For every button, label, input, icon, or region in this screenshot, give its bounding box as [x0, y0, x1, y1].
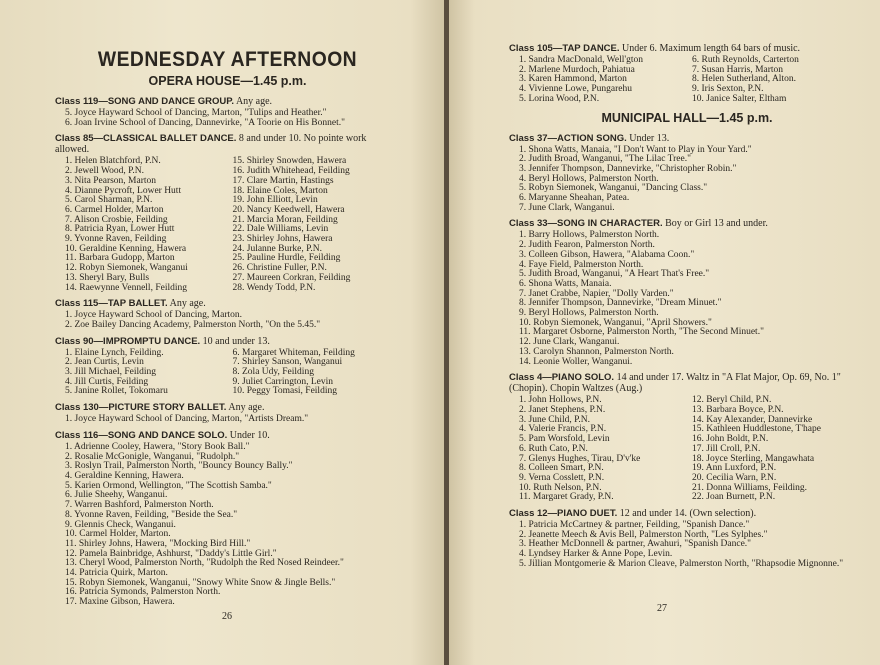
- entry-row: 2. Janet Stephens, P.N.: [519, 404, 606, 415]
- entry-row: 3. Jill Michael, Feilding: [65, 367, 157, 378]
- entry-row: 15. Shirley Snowden, Hawera: [232, 156, 347, 167]
- entry-list: [65, 109, 400, 128]
- class-condition: Any age.: [228, 402, 265, 414]
- entry-row: 4. Valerie Francis, P.N.: [519, 424, 607, 435]
- entry-row: 3. Roslyn Trail, Palmerston North, "Bouncy Bouncy Bally.": [65, 461, 293, 472]
- entry-column: [233, 157, 401, 293]
- entry-row: 2. Jewell Wood, P.N.: [65, 166, 145, 177]
- entry-row: 2. Jeanette Meech & Avis Bell, Palmerston North, "Les Sylphes.": [519, 529, 768, 540]
- entry-row: 1. Shona Watts, Manaia, "I Don't Want to Play in Your Yard.": [519, 144, 752, 155]
- entry-row: 1. Adrienne Cooley, Hawera, "Story Book Ball.": [65, 441, 250, 452]
- entry-row: 16. Judith Whitehead, Feilding: [232, 166, 350, 177]
- entry-row: 7. June Clark, Wanganui.: [519, 202, 615, 213]
- entry-row: 3. Nita Pearson, Marton: [65, 175, 157, 186]
- class-block: [55, 336, 400, 347]
- right-class-list: [509, 133, 865, 570]
- entry-columns: [65, 157, 400, 293]
- class-heading: Class 12—PIANO DUET.: [509, 508, 618, 520]
- entry-row: 14. Raewynne Vennell, Feilding: [65, 282, 187, 293]
- entry-row: 4. Beryl Hollows, Palmerston North.: [519, 173, 659, 184]
- class-heading: Class 90—IMPROMPTU DANCE.: [55, 335, 201, 347]
- entry-row: 5. Karien Ormond, Wellington, "The Scottish Samba.": [65, 480, 272, 491]
- left-page-content: [55, 38, 400, 608]
- entry-row: 12. Beryl Child, P.N.: [692, 395, 772, 406]
- entry-row: 12. June Clark, Wanganui.: [519, 337, 620, 348]
- venue-heading: MUNICIPAL HALL—1.45 p.m.: [601, 110, 773, 125]
- entry-column: [65, 157, 233, 293]
- class-heading: Class 33—SONG IN CHARACTER.: [509, 218, 663, 230]
- entry-row: 6. Joan Irvine School of Dancing, Dannevirke, "A Toorie on His Bonnet.": [65, 117, 345, 128]
- entry-row: 22. Joan Burnett, P.N.: [692, 492, 776, 503]
- entry-row: 1. Joyce Hayward School of Dancing, Marton.: [65, 310, 243, 321]
- page-number: 26: [222, 611, 232, 622]
- entry-row: 28. Wendy Todd, P.N.: [232, 282, 316, 293]
- entry-row: 9. Yvonne Raven, Feilding: [65, 234, 167, 245]
- entry-columns: [65, 349, 400, 398]
- class-condition: 8 and under 10. No pointe work allowed.: [55, 133, 367, 156]
- entry-row: 5. Judith Broad, Wanganui, "A Heart That's Free.": [519, 269, 710, 280]
- class-block: [509, 133, 865, 144]
- entry-row: 5. Janine Rollet, Tokomaru: [65, 386, 168, 397]
- class-block: [509, 508, 865, 519]
- entry-row: 6. Ruth Cato, P.N.: [519, 443, 588, 454]
- entry-row: 3. Colleen Gibson, Hawera, "Alabama Coon.": [519, 249, 695, 260]
- entry-row: 17. Jill Croll, P.N.: [692, 443, 761, 454]
- entry-row: 5. Pam Worsfold, Levin: [519, 434, 610, 445]
- entry-row: 12. Pamela Bainbridge, Ashhurst, "Daddy's Little Girl.": [65, 548, 277, 559]
- entry-row: 11. Margaret Grady, P.N.: [519, 492, 614, 503]
- entry-row: 5. Carol Sharman, P.N.: [65, 195, 153, 206]
- entry-row: 6. Julie Sheehy, Wanganui.: [65, 490, 168, 501]
- class-heading: Class 119—SONG AND DANCE GROUP.: [55, 96, 234, 107]
- entry-row: 8. Patricia Ryan, Lower Hutt: [65, 224, 175, 235]
- entry-list: [519, 231, 865, 367]
- class-condition: 14 and under 17. Waltz in "A Flat Major, Op. 69, No. 1" (Chopin). Chopin Waltzes (Aug.): [509, 372, 841, 395]
- page-title: WEDNESDAY AFTERNOON: [97, 48, 358, 71]
- entry-row: 5. Lorina Wood, P.N.: [519, 93, 600, 104]
- entry-row: 12. Robyn Siemonek, Wanganui: [65, 263, 188, 274]
- entry-list: [519, 521, 865, 570]
- venue-heading: OPERA HOUSE—1.45 p.m.: [148, 74, 307, 88]
- entry-row: 8. Colleen Smart, P.N.: [519, 463, 604, 474]
- entry-row: 4. Geraldine Kenning, Hawera.: [65, 470, 184, 481]
- class-block: [55, 430, 400, 441]
- page-number: 27: [657, 603, 667, 614]
- entry-columns: [519, 56, 865, 105]
- entry-row: 6. Ruth Reynolds, Carterton: [692, 55, 799, 65]
- entry-row: 22. Dale Williams, Levin: [232, 224, 329, 235]
- entry-list: [65, 311, 400, 330]
- entry-row: 13. Sheryl Bary, Bulls: [65, 272, 150, 283]
- class-heading: Class 116—SONG AND DANCE SOLO.: [55, 429, 228, 441]
- entry-row: 19. Ann Luxford, P.N.: [692, 463, 777, 474]
- entry-row: 26. Christine Fuller, P.N.: [232, 263, 327, 274]
- class-condition: Any age.: [235, 96, 273, 107]
- entry-row: 14. Kay Alexander, Dannevirke: [692, 414, 813, 425]
- entry-row: 7. Alison Crosbie, Feilding: [65, 214, 168, 225]
- entry-row: 8. Yvonne Raven, Feilding, "Beside the Sea.": [65, 509, 238, 520]
- entry-column: [692, 396, 865, 503]
- entry-row: 4. Faye Field, Palmerston North.: [519, 259, 644, 270]
- class-condition: Under 10.: [229, 429, 270, 441]
- entry-row: 10. Geraldine Kenning, Hawera: [65, 243, 187, 254]
- left-class-list: [55, 96, 400, 608]
- class-heading: Class 105—TAP DANCE.: [509, 43, 620, 54]
- entry-row: 8. Helen Sutherland, Alton.: [692, 74, 796, 85]
- entry-row: 27. Maureen Corkran, Feilding: [232, 272, 351, 283]
- class-heading: Class 85—CLASSICAL BALLET DANCE.: [55, 133, 237, 145]
- entry-row: 13. Cheryl Wood, Palmerston North, "Rudolph the Red Nosed Reindeer.": [65, 558, 344, 569]
- entry-row: 5. Robyn Siemonek, Wanganui, "Dancing Class.": [519, 183, 708, 194]
- entry-row: 7. Glenys Hughes, Tirau, D'v'ke: [519, 453, 641, 464]
- entry-row: 1. John Hollows, P.N.: [519, 395, 602, 406]
- entry-row: 11. Barbara Gudopp, Marton: [65, 253, 175, 264]
- class-block: [509, 372, 865, 394]
- entry-row: 9. Glennis Check, Wanganui.: [65, 519, 176, 530]
- class-block: [55, 133, 400, 155]
- entry-row: 5. Jillian Montgomerie & Marion Cleave, Palmerston North, "Rhapsodie Mignonne.": [519, 558, 844, 569]
- class-condition: Any age.: [169, 298, 206, 310]
- entry-row: 1. Helen Blatchford, P.N.: [65, 156, 161, 167]
- entry-row: 1. Sandra MacDonald, Well'gton: [519, 55, 643, 65]
- right-page: [449, 0, 880, 665]
- entry-row: 10. Carmel Holder, Marton.: [65, 529, 171, 540]
- entry-row: 8. Jennifer Thompson, Dannevirke, "Dream Minuet.": [519, 298, 722, 309]
- entry-row: 11. Margaret Osborne, Palmerston North, "The Second Minuet.": [519, 327, 764, 338]
- class-condition: 10 and under 13.: [202, 335, 270, 347]
- entry-row: 9. Beryl Hollows, Palmerston North.: [519, 308, 659, 319]
- entry-columns: [519, 396, 865, 503]
- entry-row: 16. Patricia Symonds, Palmerston North.: [65, 587, 221, 598]
- entry-row: 18. Joyce Sterling, Mangawhata: [692, 453, 815, 464]
- entry-row: 7. Warren Bashford, Palmerston North.: [65, 500, 214, 511]
- entry-row: 1. Patricia McCartney & partner, Feilding, "Spanish Dance.": [519, 520, 750, 531]
- entry-row: 6. Carmel Holder, Marton: [65, 204, 164, 215]
- entry-row: 2. Jean Curtis, Levin: [65, 357, 144, 368]
- entry-row: 10. Robyn Siemonek, Wanganui, "April Showers.": [519, 317, 712, 328]
- entry-row: 10. Peggy Tomasi, Feilding: [232, 386, 337, 397]
- entry-row: 3. Karen Hammond, Marton: [519, 74, 627, 85]
- entry-row: 13. Barbara Boyce, P.N.: [692, 404, 784, 415]
- right-top-class-list: [509, 43, 865, 105]
- entry-row: 2. Marlene Murdoch, Pahiatua: [519, 64, 635, 75]
- class-block: [55, 402, 400, 413]
- entry-row: 23. Shirley Johns, Hawera: [232, 234, 333, 245]
- entry-row: 4. Jill Curtis, Feilding: [65, 376, 149, 387]
- entry-row: 3. Jennifer Thompson, Dannevirke, "Christopher Robin.": [519, 163, 737, 174]
- entry-row: 25. Pauline Hurdle, Feilding: [232, 253, 341, 264]
- entry-row: 9. Verna Cosslett, P.N.: [519, 472, 605, 483]
- entry-row: 21. Donna Williams, Feilding.: [692, 482, 808, 493]
- entry-row: 6. Maryanne Sheahan, Patea.: [519, 193, 630, 204]
- entry-row: 10. Janice Salter, Eltham: [692, 93, 787, 104]
- entry-row: 9. Juliet Carrington, Levin: [232, 376, 334, 387]
- entry-row: 4. Lyndsey Harker & Anne Pope, Levin.: [519, 549, 673, 560]
- entry-row: 7. Susan Harris, Marton: [692, 64, 784, 75]
- entry-row: 10. Ruth Nelson, P.N.: [519, 482, 602, 493]
- entry-column: [519, 56, 692, 105]
- class-heading: Class 130—PICTURE STORY BALLET.: [55, 402, 227, 414]
- entry-row: 8. Zola Udy, Feilding: [232, 367, 314, 378]
- entry-row: 24. Julanne Burke, P.N.: [232, 243, 322, 254]
- entry-row: 6. Shona Watts, Manaia.: [519, 278, 612, 289]
- entry-row: 1. Joyce Hayward School of Dancing, Marton, "Artists Dream.": [65, 414, 309, 425]
- entry-row: 13. Carolyn Shannon, Palmerston North.: [519, 346, 674, 357]
- entry-row: 9. Iris Sexton, P.N.: [692, 84, 764, 95]
- entry-column: [692, 56, 865, 105]
- entry-list: [65, 415, 400, 425]
- entry-row: 18. Elaine Coles, Marton: [232, 185, 328, 196]
- class-heading: Class 115—TAP BALLET.: [55, 298, 168, 310]
- class-condition: 12 and under 14. (Own selection).: [619, 508, 757, 520]
- entry-row: 1. Elaine Lynch, Feilding.: [65, 347, 164, 358]
- entry-row: 2. Judith Fearon, Palmerston North.: [519, 240, 655, 251]
- entry-row: 2. Rosalie McGonigle, Wanganui, "Rudolph.": [65, 451, 240, 462]
- entry-column: [65, 349, 233, 398]
- entry-row: 3. June Child, P.N.: [519, 414, 590, 425]
- entry-list: [519, 146, 865, 214]
- entry-row: 16. John Boldt, P.N.: [692, 434, 769, 445]
- class-condition: Under 6. Maximum length 64 bars of music.: [622, 43, 801, 54]
- entry-row: 15. Robyn Siemonek, Wanganui, "Snowy White Snow & Jingle Bells.": [65, 577, 336, 588]
- entry-row: 7. Janet Crabbe, Napier, "Dolly Varden.": [519, 288, 674, 299]
- entry-row: 5. Joyce Hayward School of Dancing, Marton, "Tulips and Heather.": [65, 108, 327, 118]
- class-block: [55, 96, 400, 107]
- class-condition: Boy or Girl 13 and under.: [665, 218, 768, 230]
- entry-row: 2. Zoe Bailey Dancing Academy, Palmerston North, "On the 5.45.": [65, 319, 321, 330]
- entry-row: 3. Heather McDonnell & partner, Awahuri, "Spanish Dance.": [519, 539, 752, 550]
- entry-row: 6. Margaret Whiteman, Feilding: [232, 347, 355, 358]
- entry-row: 4. Dianne Pycroft, Lower Hutt: [65, 185, 182, 196]
- entry-row: 14. Leonie Woller, Wanganui.: [519, 356, 633, 367]
- class-block: [509, 43, 865, 54]
- entry-row: 17. Maxine Gibson, Hawera.: [65, 597, 175, 608]
- entry-row: 4. Vivienne Lowe, Pungarehu: [519, 84, 632, 95]
- class-condition: Under 13.: [629, 132, 670, 144]
- entry-column: [233, 349, 401, 398]
- class-heading: Class 4—PIANO SOLO.: [509, 372, 615, 384]
- entry-column: [519, 396, 692, 503]
- entry-row: 11. Shirley Johns, Hawera, "Mocking Bird Hill.": [65, 538, 251, 549]
- entry-row: 14. Patricia Quirk, Marton.: [65, 568, 168, 579]
- entry-row: 1. Barry Hollows, Palmerston North.: [519, 230, 660, 241]
- entry-row: 21. Marcia Moran, Feilding: [232, 214, 338, 225]
- entry-list: [65, 443, 400, 608]
- entry-row: 19. John Elliott, Levin: [232, 195, 318, 206]
- entry-row: 17. Clare Martin, Hastings: [232, 175, 334, 186]
- class-heading: Class 37—ACTION SONG.: [509, 132, 627, 144]
- entry-row: 20. Cecilia Warn, P.N.: [692, 472, 777, 483]
- entry-row: 2. Judith Broad, Wanganui, "The Lilac Tree.": [519, 154, 691, 165]
- right-page-content: [509, 38, 865, 570]
- class-block: [55, 298, 400, 309]
- class-block: [509, 218, 865, 229]
- entry-row: 15. Kathleen Huddlestone, T'hape: [692, 424, 821, 435]
- entry-row: 7. Shirley Sanson, Wanganui: [232, 357, 343, 368]
- entry-row: 20. Nancy Keedwell, Hawera: [232, 204, 345, 215]
